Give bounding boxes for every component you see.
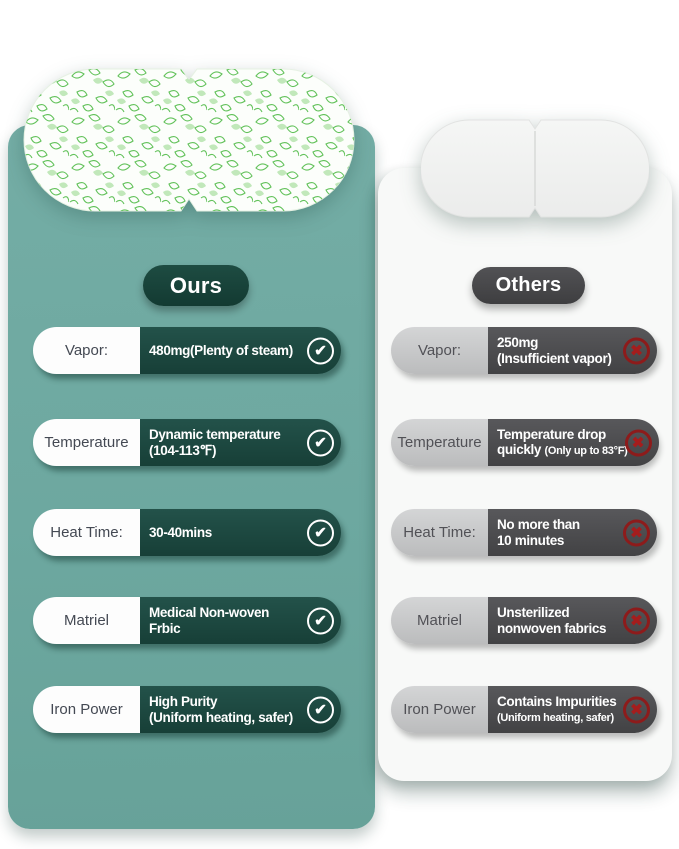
row-value-line: Temperature drop [497,426,606,442]
comparison-row [33,419,341,466]
row-value-text [497,427,628,459]
row-label [391,509,488,556]
row-value [488,419,659,466]
row-value-text [497,605,626,637]
row-label-text: Iron Power [403,701,476,718]
row-value [140,509,341,556]
row-value [488,509,657,556]
row-label-text: Temperature [397,434,482,451]
row-label [391,686,488,733]
row-value-line: (Insufficient vapor) [497,350,612,366]
cross-icon: ✖ [625,429,652,456]
others-badge: Others [472,267,585,304]
row-value-line: (Uniform heating, safer) [497,712,614,725]
row-value-line: High Purity [149,693,218,709]
row-value-text [149,343,308,359]
row-value-line: nonwoven fabrics [497,620,607,636]
comparison-row [391,327,657,374]
others-plain-eye-mask-image [421,119,649,218]
ours-panel [8,125,375,829]
row-label [33,509,140,556]
check-icon: ✔ [307,696,334,723]
row-label-text: Vapor: [64,342,109,359]
row-value-text [149,605,308,637]
row-value-line: 250mg [497,334,539,350]
row-value [488,327,657,374]
comparison-row [391,419,657,466]
row-value-text [497,335,626,367]
comparison-row [33,509,341,556]
row-label-text: Vapor: [417,342,462,359]
cross-icon: ✖ [623,337,650,364]
row-value-line: quickly (Only up to 83°F) [497,442,628,458]
row-value-text [149,525,308,541]
row-value [140,419,341,466]
row-value-text [149,427,308,459]
row-value-line: 480mg(Plenty of steam) [149,342,293,358]
row-label-text: Temperature [44,434,129,451]
row-label [391,327,488,374]
check-icon: ✔ [307,607,334,634]
row-value [140,327,341,374]
row-value-line: Contains Impurities [497,693,617,709]
row-value-line: Medical Non-woven [149,604,270,620]
row-value-line: Frbic [149,620,181,636]
cross-icon: ✖ [623,607,650,634]
row-value-text [497,694,626,726]
row-value [140,597,341,644]
check-icon: ✔ [307,429,334,456]
row-label-text: Heat Time: [50,524,123,541]
others-rows [378,168,672,781]
row-value-line: 30-40mins [149,524,212,540]
comparison-row [33,327,341,374]
row-value-text [497,517,626,549]
comparison-row [391,686,657,733]
row-label [33,597,140,644]
others-panel [378,168,672,781]
row-value-line: (Uniform heating, safer) [149,709,293,725]
comparison-row [33,686,341,733]
comparison-row [391,597,657,644]
comparison-row [391,509,657,556]
row-label [33,327,140,374]
row-value-line: (104-113℉) [149,442,217,458]
row-value [488,597,657,644]
row-label [33,419,140,466]
cross-icon: ✖ [623,519,650,546]
row-label [391,419,488,466]
row-label [33,686,140,733]
row-value-text [149,694,308,726]
row-value [488,686,657,733]
comparison-row [33,597,341,644]
row-label [391,597,488,644]
ours-rows [8,125,375,829]
row-label-text: Iron Power [50,701,123,718]
cross-icon: ✖ [623,696,650,723]
row-label-text: Matriel [416,612,462,629]
row-value-line: Dynamic temperature [149,426,281,442]
row-value-line: Unsterilized [497,604,570,620]
ours-badge: Ours [143,265,249,306]
check-icon: ✔ [307,519,334,546]
check-icon: ✔ [307,337,334,364]
ours-leaf-eye-mask-image [23,68,355,212]
row-value-line: 10 minutes [497,532,565,548]
row-label-text: Heat Time: [403,524,476,541]
row-label-text: Matriel [63,612,109,629]
row-value [140,686,341,733]
row-value-line: No more than [497,516,580,532]
